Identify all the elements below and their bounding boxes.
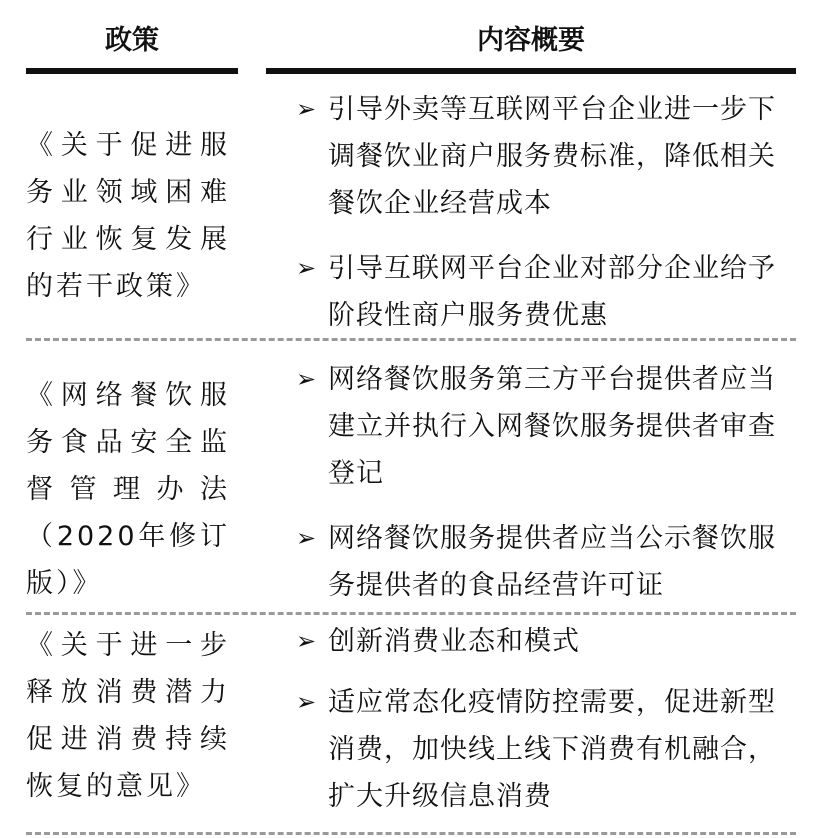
policy-name-line: （2020年修订: [26, 521, 230, 552]
policy-name-line: 务业领域困难: [26, 177, 230, 208]
table-row: [0, 338, 822, 612]
column-header-policy: 政策: [105, 24, 159, 56]
policy-name: [26, 622, 230, 810]
list-item: [296, 515, 796, 609]
list-item: [296, 356, 796, 497]
bullet-text: 网络餐饮服务第三方平台提供者应当建立并执行入网餐饮服务提供者审查登记: [328, 364, 776, 489]
content-summary: [296, 356, 796, 609]
policy-name-line: 的若干政策》: [26, 271, 206, 302]
policy-name-line: 《关于促进服: [26, 130, 230, 161]
bullet-text: 网络餐饮服务提供者应当公示餐饮服务提供者的食品经营许可证: [328, 523, 776, 601]
policy-name-line: 《网络餐饮服: [26, 380, 230, 411]
list-item: [296, 618, 796, 665]
table-row: [0, 74, 822, 338]
policy-name-line: 版）》: [26, 568, 103, 599]
policy-name-line: 务食品安全监: [26, 427, 230, 458]
arrow-bullet-icon: ➢: [296, 627, 318, 655]
list-item: [296, 679, 796, 820]
content-summary: [296, 86, 796, 339]
arrow-bullet-icon: ➢: [296, 95, 318, 123]
policy-name-line: 行业恢复发展: [26, 224, 230, 255]
bullet-text: 创新消费业态和模式: [328, 626, 580, 657]
content-summary: [296, 618, 796, 820]
arrow-bullet-icon: ➢: [296, 688, 318, 716]
bullet-text: 适应常态化疫情防控需要，促进新型消费，加快线上线下消费有机融合，扩大升级信息消费: [328, 687, 776, 812]
bullet-text: 引导外卖等互联网平台企业进一步下调餐饮业商户服务费标准，降低相关餐饮企业经营成本: [328, 94, 776, 219]
policy-name-line: 释放消费潜力: [26, 677, 230, 708]
bullet-text: 引导互联网平台企业对部分企业给予阶段性商户服务费优惠: [328, 253, 776, 331]
policy-name-line: 督管理办法: [26, 474, 230, 505]
arrow-bullet-icon: ➢: [296, 254, 318, 282]
table-row: [0, 612, 822, 834]
arrow-bullet-icon: ➢: [296, 365, 318, 393]
policy-name: [26, 122, 230, 310]
policy-name: [26, 372, 230, 607]
row-divider: [26, 832, 796, 835]
policy-name-line: 《关于进一步: [26, 630, 230, 661]
column-header-content: 内容概要: [477, 24, 585, 56]
policy-name-line: 促进消费持续: [26, 724, 230, 755]
list-item: [296, 245, 796, 339]
list-item: [296, 86, 796, 227]
arrow-bullet-icon: ➢: [296, 524, 318, 552]
policy-name-line: 恢复的意见》: [26, 771, 206, 802]
